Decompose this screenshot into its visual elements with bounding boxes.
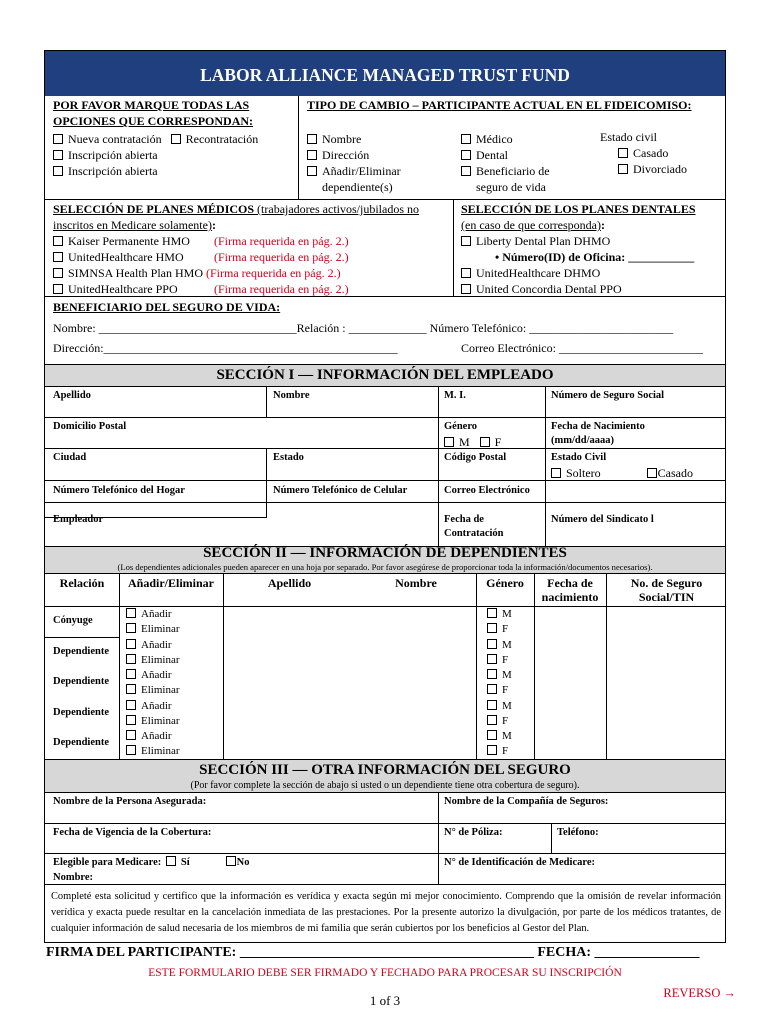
remove-checkbox[interactable] [126,623,136,633]
change-beneficiary-label: Beneficiario de [476,164,550,178]
remove-label: Eliminar [141,714,180,727]
medical-plans-heading: SELECCIÓN DE PLANES MÉDICOS (trabajadores activos/jubilados no inscritos en Medicare solamente): [53,202,419,232]
beneficiary-address[interactable]: Dirección:_________________________________________________ [53,341,398,355]
gender-m-checkbox[interactable] [444,437,454,447]
uhc-ppo-note: (Firma requerida en pág. 2.) [214,282,349,296]
gender-m-checkbox[interactable] [487,639,497,649]
hire-date-label-1: Fecha de [444,514,484,525]
add-checkbox[interactable] [126,669,136,679]
gender-f-checkbox[interactable] [480,437,490,447]
remove-checkbox[interactable] [126,715,136,725]
medicare-name-label: Nombre: [53,872,94,883]
section-2-subtitle: (Los dependientes adicionales pueden aparecer en una hoja por separado. Por favor asegúrese de proporcionar toda la información/documentos necesarios). [117,562,653,572]
divorced-checkbox[interactable] [618,164,628,174]
col-ssn: No. de Seguro Social/TIN [630,576,703,604]
change-medical-checkbox[interactable] [461,134,471,144]
hire-date-label-2: Contratación [444,528,504,539]
reverse-link[interactable]: REVERSO → [663,986,736,1000]
medicare-yes-checkbox[interactable] [166,856,176,866]
section-3-subtitle: (Por favor complete la sección de abajo si usted o un dependiente tiene otra cobertura de seguro). [190,780,580,791]
remove-label: Eliminar [141,623,180,635]
gender-m-label: M [502,608,512,620]
union-number-label: Número del Sindicato l [551,514,654,525]
gender-f-checkbox[interactable] [487,623,497,633]
open-enrollment-2-checkbox[interactable] [53,166,63,176]
divorced-label: Divorciado [633,162,687,176]
open-enrollment-checkbox[interactable] [53,150,63,160]
beneficiary-line-1[interactable]: Nombre: _________________________________Relación : _____________ Número Telefónico: ________________________ [53,321,674,335]
dental-plans-heading: SELECCIÓN DE LOS PLANES DENTALES (en caso de que corresponda): [461,202,696,232]
section-2-title: SECCIÓN II — INFORMACIÓN DE DEPENDIENTES [203,545,567,561]
gender-m-checkbox[interactable] [487,669,497,679]
uhc-ppo-label: UnitedHealthcare PPO [68,282,178,296]
gender-f-label: F [494,435,502,449]
state-label: Estado [273,452,304,463]
liberty-label: Liberty Dental Plan DHMO [476,234,611,248]
cell-phone-label: Número Telefónico de Celular [273,485,408,496]
new-hire-label: Nueva contratación [68,132,162,146]
section-3-title: SECCIÓN III — OTRA INFORMACIÓN DEL SEGURO [199,762,571,778]
city-label: Ciudad [53,452,87,463]
add-label: Añadir [141,608,172,620]
marital-status-label: Estado civil [600,130,657,144]
col-first-name: Nombre [395,576,437,590]
gender-f-checkbox[interactable] [487,715,497,725]
add-label: Añadir [141,730,172,743]
uhc-dhmo-label: UnitedHealthcare DHMO [476,266,601,280]
add-label: Añadir [141,638,172,651]
remove-label: Eliminar [141,745,180,758]
col-gender: Género [486,576,524,590]
remove-label: Eliminar [141,653,180,666]
gender-m-label: M [502,699,512,712]
options-heading: POR FAVOR MARQUE TODAS LAS OPCIONES QUE CORRESPONDAN: [53,98,254,128]
last-name-label: Apellido [53,390,91,401]
gender-f-checkbox[interactable] [487,745,497,755]
uhc-ppo-checkbox[interactable] [53,284,63,294]
gender-f-label: F [502,745,509,758]
kaiser-note: (Firma requerida en pág. 2.) [214,234,349,248]
first-name-label: Nombre [273,390,310,401]
medicare-yes-label: Sí [180,857,190,868]
dob-label: Fecha de Nacimiento [551,421,645,432]
mailing-address-label: Domicilio Postal [53,421,127,432]
insurance-company-label: Nombre de la Compañía de Seguros: [444,796,609,807]
rehire-checkbox[interactable] [171,134,181,144]
change-name-checkbox[interactable] [307,134,317,144]
gender-m-checkbox[interactable] [487,608,497,618]
employer-label: Empleador [53,514,104,525]
relation-label: Cónyuge [53,615,93,626]
change-dental-label: Dental [476,148,508,162]
insured-name-label: Nombre de la Persona Asegurada: [53,796,207,807]
kaiser-label: Kaiser Permanente HMO [68,234,190,248]
gender-f-label: F [502,653,509,666]
gender-f-label: F [502,684,509,697]
beneficiary-email[interactable]: Correo Electrónico: ________________________ [461,341,703,355]
gender-m-label: M [459,435,470,449]
page-number: 1 of 3 [369,993,401,1008]
uhc-hmo-label: UnitedHealthcare HMO [68,250,184,264]
gender-m-label: M [502,730,512,743]
add-label: Añadir [141,669,172,682]
add-checkbox[interactable] [126,608,136,618]
change-name-label: Nombre [322,132,362,146]
marital-status-field-label: Estado Civil [551,452,607,463]
open-enrollment-2-label: Inscripción abierta [68,164,158,178]
change-dependents-label-2: dependiente(s) [322,180,393,194]
rehire-label: Recontratación [185,132,259,146]
gender-f-label: F [502,623,509,635]
concordia-label: United Concordia Dental PPO [476,282,622,296]
relation-label: Dependiente [53,706,109,718]
open-enrollment-label: Inscripción abierta [68,148,158,162]
col-relation: Relación [59,576,105,590]
zip-label: Código Postal [444,452,507,463]
ssn-label: Número de Seguro Social [551,390,665,401]
remove-checkbox[interactable] [126,684,136,694]
gender-m-checkbox[interactable] [487,700,497,710]
email-label: Correo Electrónico [444,485,530,496]
beneficiary-heading: BENEFICIARIO DEL SEGURO DE VIDA: [53,300,281,314]
single-label: Soltero [566,466,601,480]
coverage-date-label: Fecha de Vigencia de la Cobertura: [53,827,212,838]
medicare-no-label: No [236,857,250,868]
change-beneficiary-checkbox[interactable] [461,166,471,176]
home-phone-label: Número Telefónico del Hogar [53,485,185,496]
remove-label: Eliminar [141,684,180,697]
kaiser-checkbox[interactable] [53,236,63,246]
office-id-field[interactable]: • Número(ID) de Oficina: ___________ [495,250,695,264]
new-hire-checkbox[interactable] [53,134,63,144]
uhc-hmo-checkbox[interactable] [53,252,63,262]
middle-initial-label: M. I. [444,390,466,401]
remove-checkbox[interactable] [126,654,136,664]
change-address-checkbox[interactable] [307,150,317,160]
gender-f-label: F [502,714,509,727]
remove-checkbox[interactable] [126,745,136,755]
option-row-3 [53,163,258,179]
add-label: Añadir [141,699,172,712]
married-status-checkbox[interactable] [647,468,657,478]
enrollment-form [44,50,726,943]
change-medical-label: Médico [476,132,513,146]
medicare-eligible: Elegible para Medicare: Sí No [53,857,250,868]
add-checkbox[interactable] [126,730,136,740]
married-label: Casado [633,146,669,160]
col-dob: Fecha de nacimiento [541,576,599,604]
phone-label: Teléfono: [557,827,599,838]
simnsa-checkbox[interactable] [53,268,63,278]
medicare-id-label: N° de Identificación de Medicare: [444,857,595,868]
section-1-title: SECCIÓN I — INFORMACIÓN DEL EMPLEADO [216,367,554,383]
form-title: LABOR ALLIANCE MANAGED TRUST FUND [45,51,725,96]
relation-label: Dependiente [53,737,109,749]
concordia-checkbox[interactable] [461,284,471,294]
add-checkbox[interactable] [126,700,136,710]
relation-label: Dependiente [53,645,109,657]
option-row-2 [53,147,258,163]
gender-m-label: M [502,638,512,651]
gender-m-checkbox[interactable] [487,730,497,740]
change-address-label: Dirección [322,148,370,162]
simnsa-note: (Firma requerida en pág. 2.) [206,266,341,280]
married-status-label: Casado [657,466,693,480]
col-add-remove: Añadir/Eliminar [127,576,214,590]
gender-f-checkbox[interactable] [487,654,497,664]
dob-format: (mm/dd/aaaa) [551,435,614,446]
single-checkbox[interactable] [551,468,561,478]
married-checkbox[interactable] [618,148,628,158]
medicare-no-checkbox[interactable] [226,856,236,866]
col-last-name: Apellido [267,576,312,590]
change-dental-checkbox[interactable] [461,150,471,160]
change-dependents-checkbox[interactable] [307,166,317,176]
sign-date-notice: ESTE FORMULARIO DEBE SER FIRMADO Y FECHADO PARA PROCESAR SU INSCRIPCIÓN [148,967,622,979]
signature-line[interactable]: FIRMA DEL PARTICIPANTE: __________________________________________ FECHA: _______________ [46,945,700,960]
relation-label: Dependiente [53,676,109,688]
simnsa-label: SIMNSA Health Plan HMO [68,266,204,280]
policy-number-label: N° de Póliza: [444,827,503,838]
option-row-1 [53,131,258,147]
change-beneficiary-label-2: seguro de vida [476,180,546,194]
add-checkbox[interactable] [126,639,136,649]
change-type-heading: TIPO DE CAMBIO – PARTICIPANTE ACTUAL EN EL FIDEICOMISO: [307,98,692,112]
gender-f-checkbox[interactable] [487,684,497,694]
certification-text: Completé esta solicitud y certifico que la información es verídica y exacta según mi mejor conocimiento. Comprendo que la omisión de revelar información verídica y exacta puede resultar en la cancelación inmediata de las prestaciones. Por la presente autorizo la divulgación, por parte de los médicos tratantes, de cualquier información de salud necesaria de los miembros de mi familia que serán cubiertos por los beneficios al Gestor del Plan. [51,891,721,934]
uhc-dhmo-checkbox[interactable] [461,268,471,278]
uhc-hmo-note: (Firma requerida en pág. 2.) [214,250,349,264]
gender-label: Género [444,421,478,432]
change-dependents-label: Añadir/Eliminar [322,164,401,178]
gender-m-label: M [502,669,512,682]
liberty-checkbox[interactable] [461,236,471,246]
